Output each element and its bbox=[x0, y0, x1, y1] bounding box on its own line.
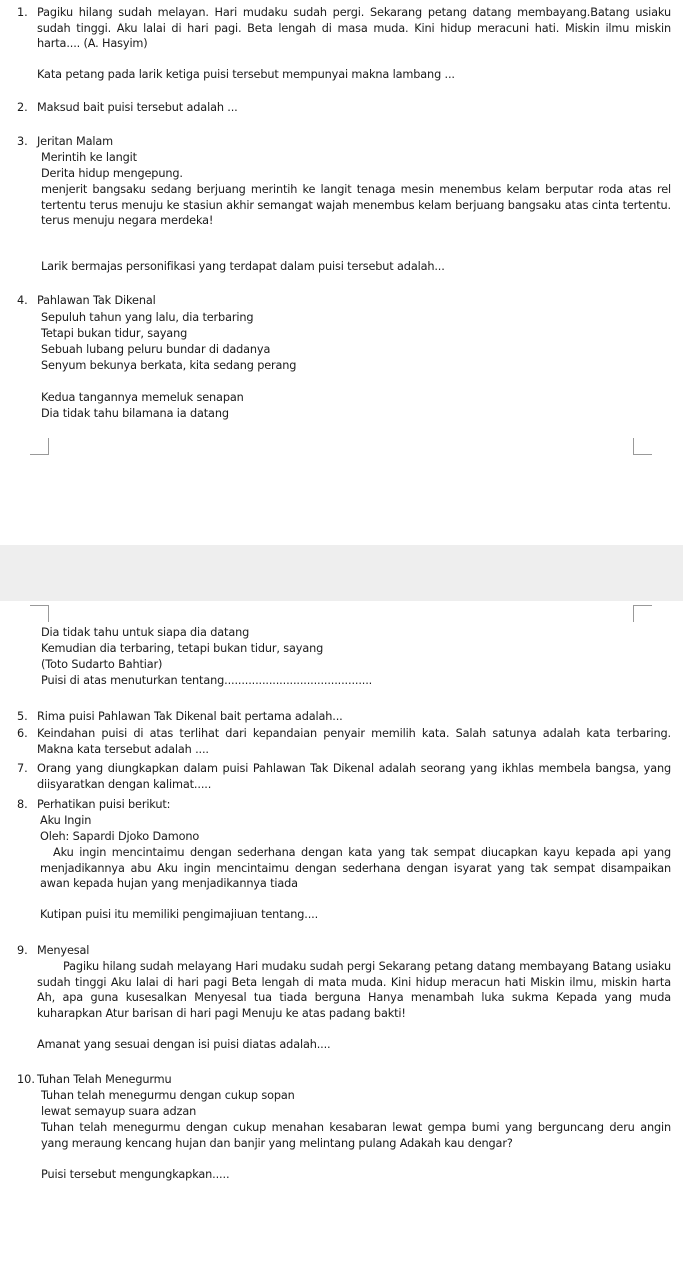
question-3-poem: menjerit bangsaku sedang berjuang merintih ke langit tenaga mesin menembus kelam berputar roda atas rel tertentu terus menuju ke stasiun akhir semangat wajah menembus kelam berjuang bangsaku atas cinta tertentu. terus menuju negara merdeka! bbox=[41, 183, 671, 228]
poem-line: Tuhan telah menegurmu dengan cukup sopan bbox=[41, 1089, 295, 1102]
poem-line: Sebuah lubang peluru bundar di dadanya bbox=[41, 343, 271, 356]
question-8-prompt: Perhatikan puisi berikut: bbox=[37, 798, 171, 811]
poem-title: Pahlawan Tak Dikenal bbox=[37, 294, 156, 307]
poem-title: Aku Ingin bbox=[40, 814, 92, 827]
question-4-prompt: Puisi di atas menuturkan tentang........................................... bbox=[41, 674, 373, 687]
question-1-prompt: Kata petang pada larik ketiga puisi tersebut mempunyai makna lambang ... bbox=[37, 68, 455, 81]
question-number: 10. bbox=[17, 1073, 35, 1086]
question-8-poem: Aku ingin mencintaimu dengan sederhana dengan kata yang tak sempat diucapkan kayu kepada api yang menjadikannya abu Aku ingin mencintaimu dengan sederhana dengan isyarat yang tak sempat disampaikan awan kepada hujan yang menjadikannya tiada bbox=[40, 846, 671, 891]
poem-line: Sepuluh tahun yang lalu, dia terbaring bbox=[41, 311, 254, 324]
poem-line: Merintih ke langit bbox=[41, 151, 137, 164]
crop-mark bbox=[30, 605, 49, 622]
document-page-2 bbox=[0, 601, 683, 1280]
question-number: 5. bbox=[17, 710, 28, 723]
question-number: 7. bbox=[17, 762, 28, 775]
poem-title: Tuhan Telah Menegurmu bbox=[37, 1073, 172, 1086]
poem-line: Tetapi bukan tidur, sayang bbox=[41, 327, 188, 340]
question-number: 8. bbox=[17, 798, 28, 811]
poem-line: Derita hidup mengepung. bbox=[41, 167, 183, 180]
question-number: 4. bbox=[17, 294, 28, 307]
question-10-poem: Tuhan telah menegurmu dengan cukup menahan kesabaran lewat gempa bumi yang berguncang deru angin yang meraung kencang hujan dan banjir yang melintang pulang Adakah kau dengar? bbox=[41, 1121, 671, 1150]
poem-line: Senyum bekunya berkata, kita sedang perang bbox=[41, 359, 297, 372]
poem-author: (Toto Sudarto Bahtiar) bbox=[41, 658, 163, 671]
question-5-prompt: Rima puisi Pahlawan Tak Dikenal bait pertama adalah... bbox=[37, 710, 343, 723]
question-9-question: Amanat yang sesuai dengan isi puisi diatas adalah.... bbox=[37, 1038, 331, 1051]
crop-mark bbox=[633, 605, 652, 622]
question-6-prompt: Keindahan puisi di atas terlihat dari kepandaian penyair memilih kata. Salah satunya adalah kata terbaring. Makna kata tersebut adalah .... bbox=[37, 727, 671, 756]
page-gap bbox=[0, 545, 683, 601]
poem-author: Oleh: Sapardi Djoko Damono bbox=[40, 830, 200, 843]
poem-title: Jeritan Malam bbox=[37, 135, 113, 148]
question-number: 3. bbox=[17, 135, 28, 148]
poem-line: Dia tidak tahu untuk siapa dia datang bbox=[41, 626, 250, 639]
poem-line: Kemudian dia terbaring, tetapi bukan tidur, sayang bbox=[41, 642, 324, 655]
question-10-question: Puisi tersebut mengungkapkan..... bbox=[41, 1168, 230, 1181]
question-7-prompt: Orang yang diungkapkan dalam puisi Pahlawan Tak Dikenal adalah seorang yang ikhlas membela bangsa, yang diisyaratkan dengan kalimat..... bbox=[37, 762, 671, 791]
question-number: 1. bbox=[17, 6, 28, 19]
poem-title: Menyesal bbox=[37, 944, 90, 957]
question-9-poem: Pagiku hilang sudah melayang Hari mudaku sudah pergi Sekarang petang datang membayang Batang usiaku sudah tinggi Aku lalai di hari pagi Beta lengah di mata muda. Kini hidup meracun hati Miskin ilmu, miskin harta Ah, apa guna kusesalkan Menyesal tua tiada berguna Hanya menambah luka sukma Kepada yang muda kuharapkan Atur barisan di hari pagi Menuju ke atas padang bakti! bbox=[37, 960, 671, 1020]
poem-line: lewat semayup suara adzan bbox=[41, 1105, 197, 1118]
crop-mark bbox=[30, 438, 49, 455]
poem-line: Dia tidak tahu bilamana ia datang bbox=[41, 407, 229, 420]
question-number: 9. bbox=[17, 944, 28, 957]
question-number: 6. bbox=[17, 727, 28, 740]
question-2-prompt: Maksud bait puisi tersebut adalah ... bbox=[37, 101, 238, 114]
question-1-poem: Pagiku hilang sudah melayan. Hari mudaku sudah pergi. Sekarang petang datang membayang.Batang usiaku sudah tinggi. Aku lalai di hari pagi. Beta lengah di masa muda. Kini hidup meracuni hati. Miskin ilmu miskin harta.... (A. Hasyim) bbox=[37, 6, 671, 51]
question-number: 2. bbox=[17, 101, 28, 114]
question-3-prompt: Larik bermajas personifikasi yang terdapat dalam puisi tersebut adalah... bbox=[41, 260, 445, 273]
poem-line: Kedua tangannya memeluk senapan bbox=[41, 391, 244, 404]
crop-mark bbox=[633, 438, 652, 455]
document-page-1 bbox=[0, 0, 683, 545]
question-8-question: Kutipan puisi itu memiliki pengimajiuan tentang.... bbox=[40, 908, 319, 921]
